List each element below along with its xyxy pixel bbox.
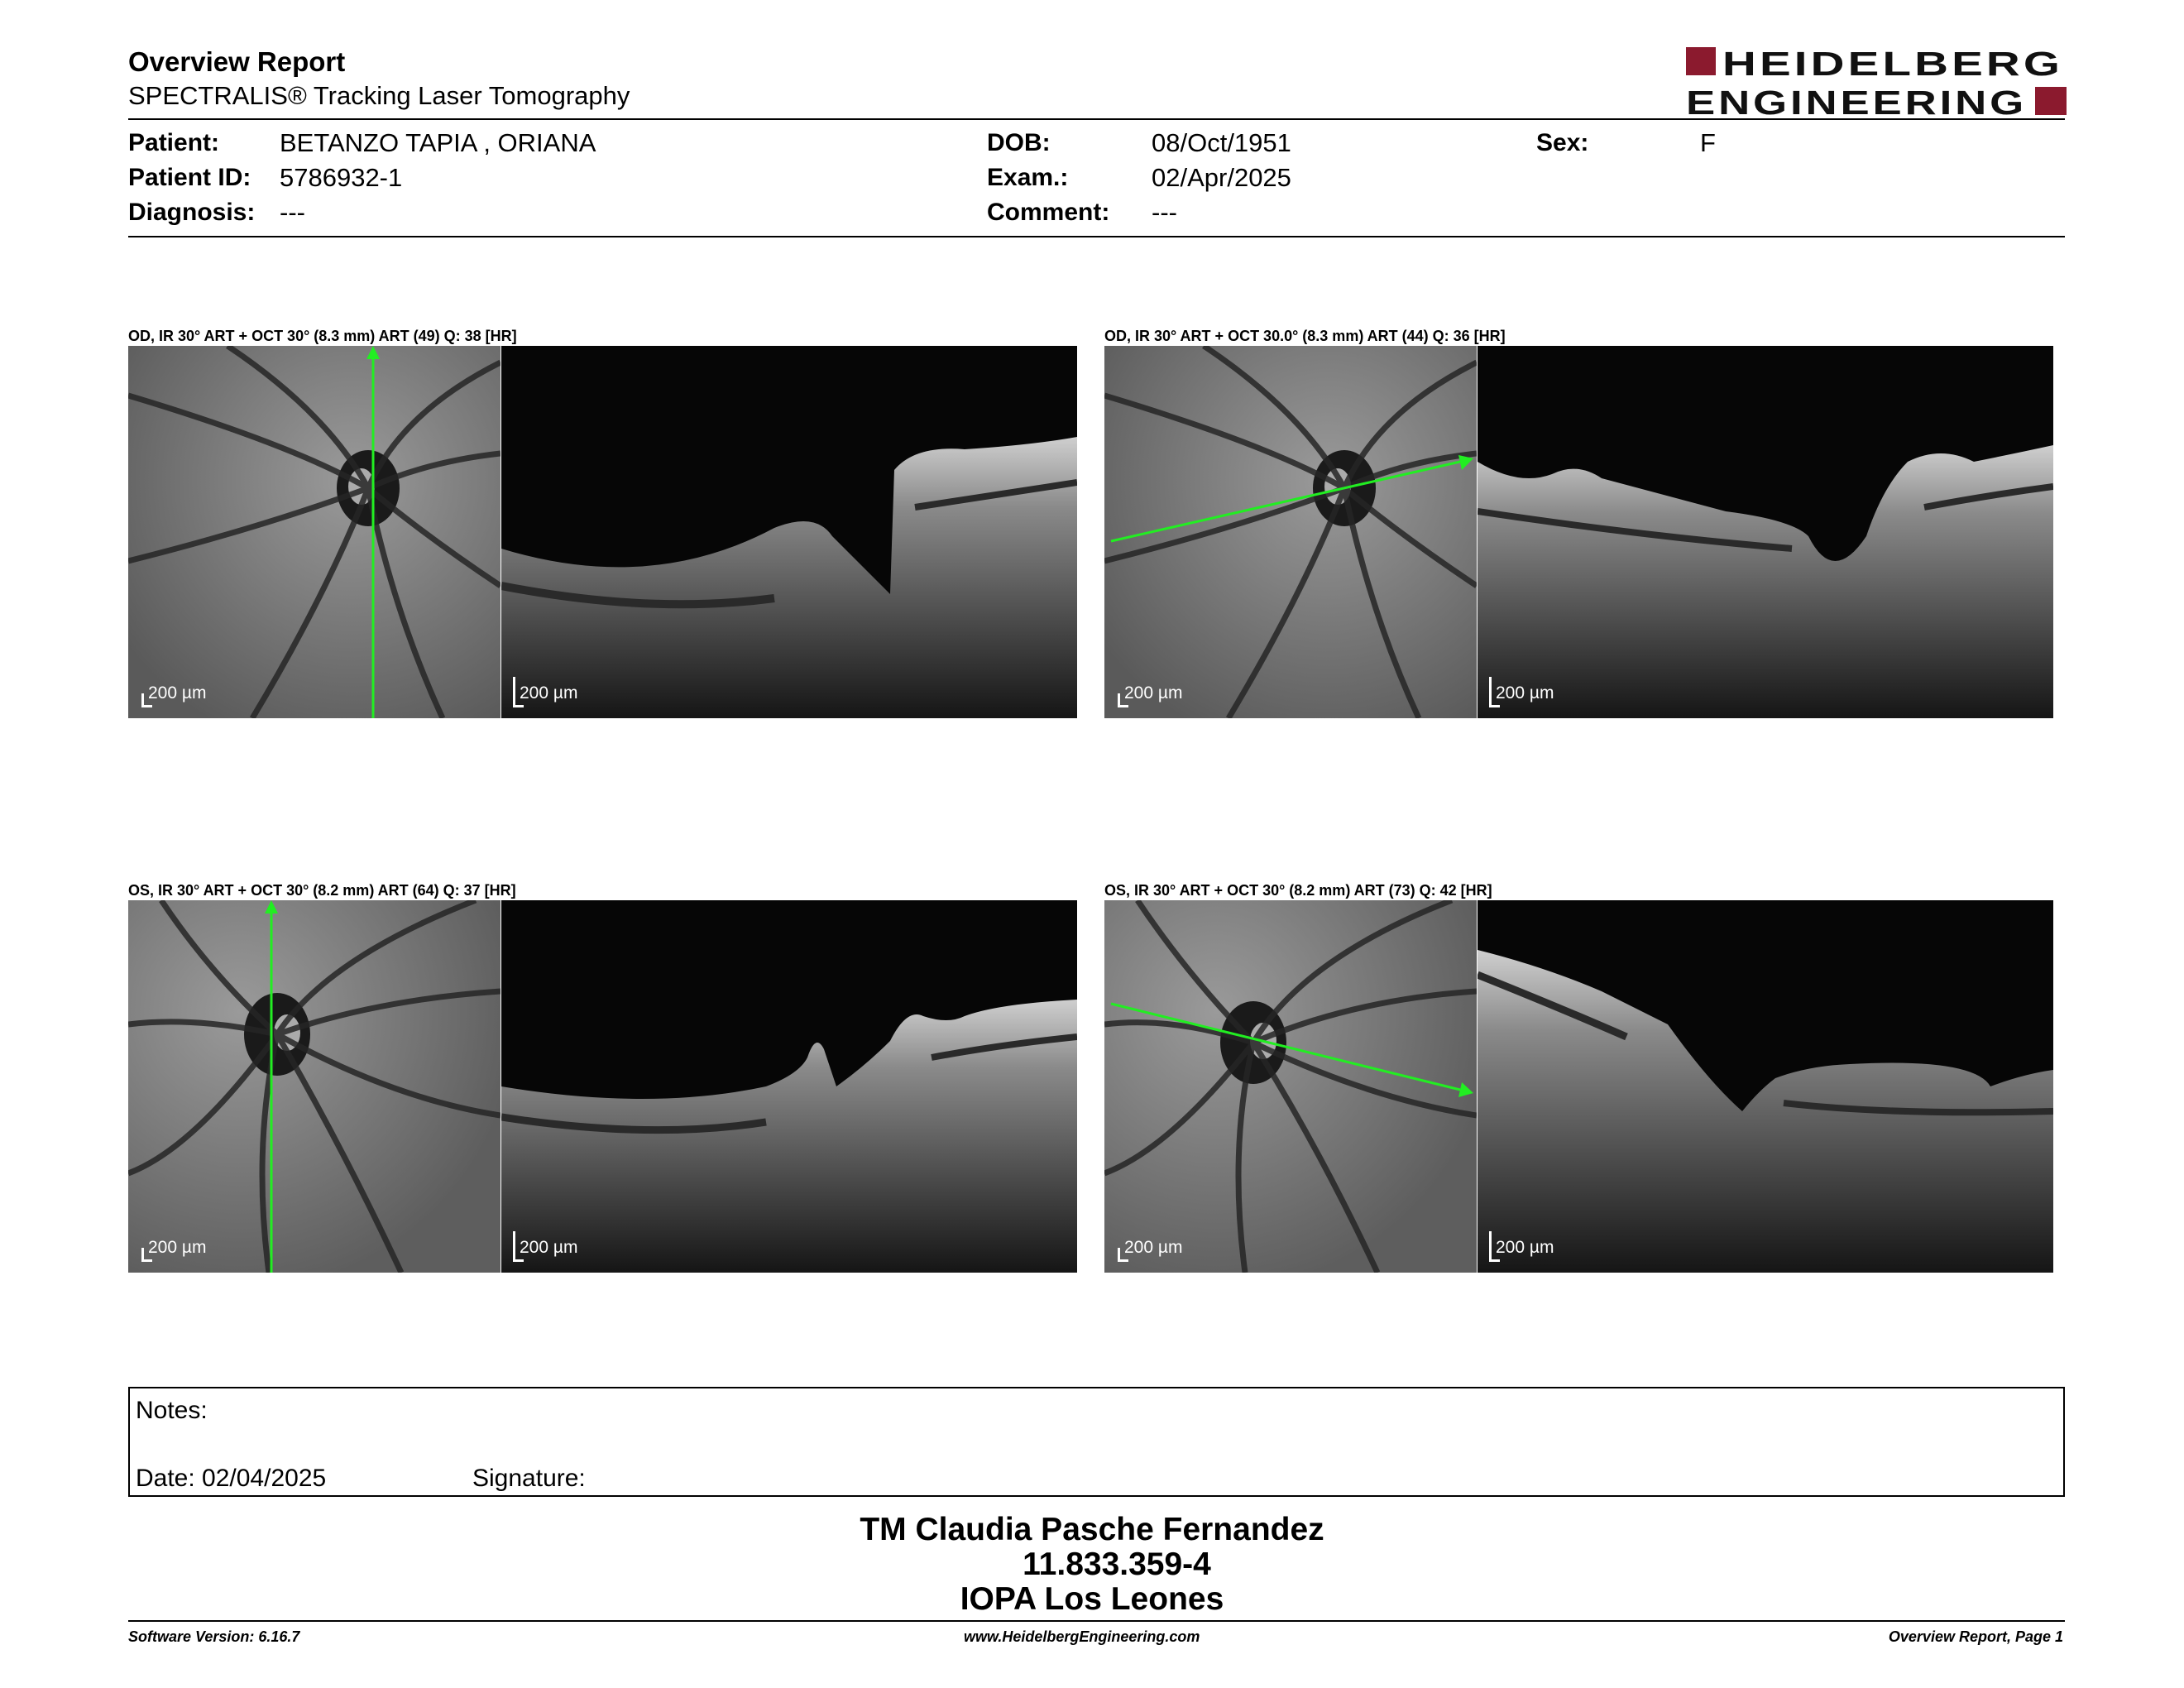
heidelberg-logo — [1686, 46, 2067, 118]
fundus-image — [128, 346, 500, 718]
oct-scale-label: 200 µm — [520, 683, 578, 703]
oct-graphic — [501, 900, 1077, 1273]
scan-caption: OS, IR 30° ART + OCT 30° (8.2 mm) ART (73) Q: 42 [HR] — [1104, 882, 1492, 899]
oct-bscan-image — [1478, 900, 2053, 1273]
patient-info-divider — [128, 236, 2065, 237]
signature-label: Signature: — [472, 1465, 586, 1492]
fundus-graphic — [1104, 900, 1477, 1273]
fundus-graphic — [128, 900, 500, 1273]
signatory-name: TM Claudia Pasche Fernandez — [860, 1512, 1324, 1547]
patient-id-value: 5786932-1 — [280, 163, 403, 192]
oct-bscan-image — [501, 346, 1077, 718]
header-divider — [128, 118, 2065, 120]
diagnosis-label: Diagnosis: — [128, 199, 256, 226]
fundus-image — [1104, 346, 1477, 718]
fundus-scale-label: 200 µm — [148, 1238, 207, 1257]
comment-value: --- — [1152, 198, 1177, 227]
oct-graphic — [501, 346, 1077, 718]
exam-value: 02/Apr/2025 — [1152, 163, 1291, 192]
oct-scale-label: 200 µm — [1496, 1238, 1554, 1257]
fundus-image — [128, 900, 500, 1273]
website-link[interactable]: www.HeidelbergEngineering.com — [964, 1628, 1200, 1645]
oct-graphic — [1478, 346, 2053, 718]
fundus-scale-label: 200 µm — [148, 683, 207, 703]
dob-value: 08/Oct/1951 — [1152, 128, 1291, 157]
oct-graphic — [1478, 900, 2053, 1273]
report-title: Overview Report — [128, 46, 346, 77]
signatory-id: 11.833.359-4 — [1023, 1547, 1211, 1582]
logo-text-line2: ENGINEERING — [1686, 84, 2027, 118]
logo-text-line1: HEIDELBERG — [1722, 46, 2063, 83]
fundus-scale-label: 200 µm — [1124, 683, 1183, 703]
notes-label: Notes: — [136, 1397, 208, 1424]
patient-id-label: Patient ID: — [128, 164, 251, 191]
page-indicator: Overview Report, Page 1 — [1888, 1628, 2063, 1645]
logo-red-block-bottom — [2035, 87, 2067, 115]
logo-red-block-top — [1686, 47, 1716, 75]
scan-caption: OD, IR 30° ART + OCT 30.0° (8.3 mm) ART (44) Q: 36 [HR] — [1104, 328, 1506, 344]
patient-label: Patient: — [128, 129, 220, 156]
sex-label: Sex: — [1536, 129, 1589, 156]
software-version: Software Version: 6.16.7 — [128, 1628, 300, 1645]
fundus-scale-label: 200 µm — [1124, 1238, 1183, 1257]
fundus-graphic — [128, 346, 500, 718]
notes-date: Date: 02/04/2025 — [136, 1465, 327, 1492]
oct-bscan-image — [1478, 346, 2053, 718]
signatory-institution: IOPA Los Leones — [960, 1581, 1224, 1617]
oct-scale-label: 200 µm — [1496, 683, 1554, 703]
report-subtitle: SPECTRALIS® Tracking Laser Tomography — [128, 81, 630, 110]
dob-label: DOB: — [987, 129, 1051, 156]
notes-box — [128, 1387, 2065, 1497]
fundus-graphic — [1104, 346, 1477, 718]
oct-scale-label: 200 µm — [520, 1238, 578, 1257]
exam-label: Exam.: — [987, 164, 1069, 191]
patient-name: BETANZO TAPIA , ORIANA — [280, 128, 596, 157]
comment-label: Comment: — [987, 199, 1110, 226]
fundus-image — [1104, 900, 1477, 1273]
scan-caption: OS, IR 30° ART + OCT 30° (8.2 mm) ART (64) Q: 37 [HR] — [128, 882, 516, 899]
footer-divider — [128, 1620, 2065, 1622]
sex-value: F — [1700, 128, 1716, 157]
oct-bscan-image — [501, 900, 1077, 1273]
diagnosis-value: --- — [280, 198, 305, 227]
scan-caption: OD, IR 30° ART + OCT 30° (8.3 mm) ART (49) Q: 38 [HR] — [128, 328, 517, 344]
